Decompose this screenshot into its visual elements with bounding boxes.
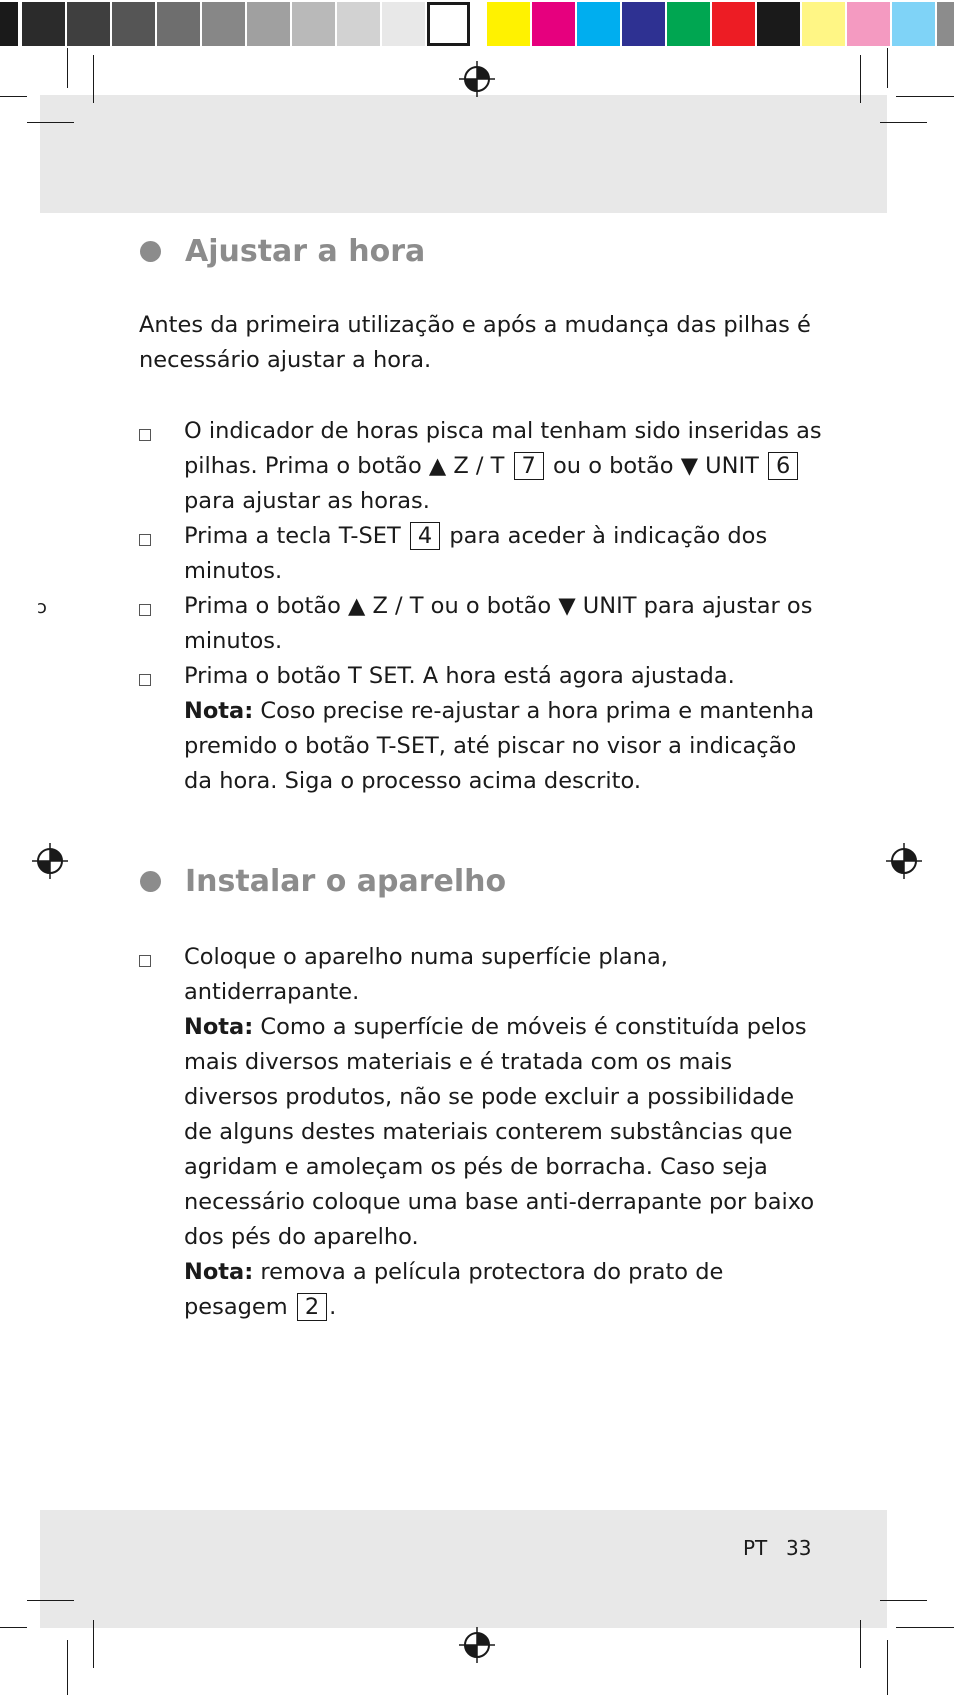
list-item	[139, 414, 829, 519]
checkbox-bullet-icon	[139, 429, 151, 441]
intro-paragraph: Antes da primeira utilização e após a mudança das pilhas é necessário ajustar a hora.	[139, 312, 811, 373]
color-swatch	[667, 2, 710, 46]
note-label: Nota:	[184, 698, 254, 724]
checkbox-bullet-icon	[139, 674, 151, 686]
bullet-dot-icon	[140, 871, 161, 892]
crop-mark	[93, 1620, 94, 1668]
section-title: Ajustar a hora	[185, 234, 426, 269]
registration-mark-icon	[32, 843, 68, 879]
list-item	[139, 519, 829, 589]
color-swatch	[157, 2, 200, 46]
color-swatch	[802, 2, 845, 46]
color-swatch	[487, 2, 530, 46]
bullet-dot-icon	[140, 241, 161, 262]
checkbox-bullet-icon	[139, 955, 151, 967]
color-swatch	[22, 2, 65, 46]
part-reference: 2	[297, 1293, 327, 1321]
crop-mark	[93, 55, 94, 103]
part-reference: 4	[410, 522, 440, 550]
note-label: Nota:	[184, 1014, 254, 1040]
color-swatch	[427, 2, 470, 46]
color-swatch	[112, 2, 155, 46]
list-item-text: Prima a tecla T-SET 4 para aceder à indicação dos minutos.	[184, 523, 768, 584]
crop-mark	[67, 48, 68, 88]
part-reference: 6	[768, 452, 798, 480]
section-heading	[140, 864, 506, 899]
color-swatch	[577, 2, 620, 46]
crop-mark	[896, 1627, 954, 1628]
crop-mark	[67, 1640, 68, 1695]
color-swatch	[247, 2, 290, 46]
registration-mark-icon	[886, 843, 922, 879]
crop-mark	[0, 96, 27, 97]
part-reference: 7	[514, 452, 544, 480]
color-swatch	[937, 2, 954, 46]
list-item-text: Coloque o aparelho numa superfície plana, antiderrapante. Nota: Como a superfície de móveis é constituída pelos mais diversos materiais e é tratada com os mais diversos produtos, não se pode excluir a possibilidade de alguns destes materiais conterem substâncias que agridam e amoleçam os pés de borracha. Caso seja necessário coloque uma base anti-derrapante por baixo dos pés do aparelho. Nota: remova a película protectora do prato de pesagem 2 .	[184, 944, 815, 1320]
section-heading	[140, 234, 425, 269]
color-swatch	[292, 2, 335, 46]
crop-mark	[860, 55, 861, 103]
checkbox-bullet-icon	[139, 534, 151, 546]
color-swatch	[202, 2, 245, 46]
crop-mark	[880, 1600, 927, 1601]
crop-mark	[880, 122, 927, 123]
color-swatch	[532, 2, 575, 46]
side-mark: ɔ	[37, 597, 47, 618]
checkbox-bullet-icon	[139, 604, 151, 616]
color-swatch	[382, 2, 425, 46]
color-swatch	[712, 2, 755, 46]
color-swatch	[622, 2, 665, 46]
color-swatch	[892, 2, 935, 46]
list-item-text: Prima o botão T SET. A hora está agora ajustada. Nota: Coso precise re-ajustar a hora prima e mantenha premido o botão T-SET, até piscar no visor a indicação da hora. Siga o processo acima descrito.	[184, 663, 815, 794]
list-item	[139, 589, 829, 659]
crop-mark	[0, 1627, 27, 1628]
list-item-text: Prima o botão ▲ Z / T ou o botão ▼ UNIT para ajustar os minutos.	[184, 593, 813, 654]
color-calibration-bar	[0, 0, 954, 48]
note-label: Nota:	[184, 1259, 254, 1285]
crop-mark	[887, 1640, 888, 1695]
list-item-text: O indicador de horas pisca mal tenham sido inseridas as pilhas. Prima o botão ▲ Z / T 7 ou o botão ▼ UNIT 6 para ajustar as horas.	[184, 418, 822, 514]
color-swatch	[757, 2, 800, 46]
registration-mark-icon	[459, 1627, 495, 1663]
color-swatch	[847, 2, 890, 46]
registration-mark-icon	[459, 61, 495, 97]
footer-band	[40, 1510, 887, 1628]
crop-mark	[887, 48, 888, 88]
page-number: 33	[786, 1536, 812, 1560]
crop-mark	[860, 1620, 861, 1668]
header-band	[40, 95, 887, 213]
color-swatch	[0, 2, 18, 46]
list-item	[139, 940, 829, 1325]
section-title: Instalar o aparelho	[185, 864, 507, 899]
crop-mark	[896, 96, 954, 97]
color-swatch	[67, 2, 110, 46]
crop-mark	[27, 1600, 74, 1601]
language-code: PT	[743, 1536, 768, 1560]
crop-mark	[27, 122, 74, 123]
color-swatch	[337, 2, 380, 46]
list-item	[139, 659, 829, 799]
